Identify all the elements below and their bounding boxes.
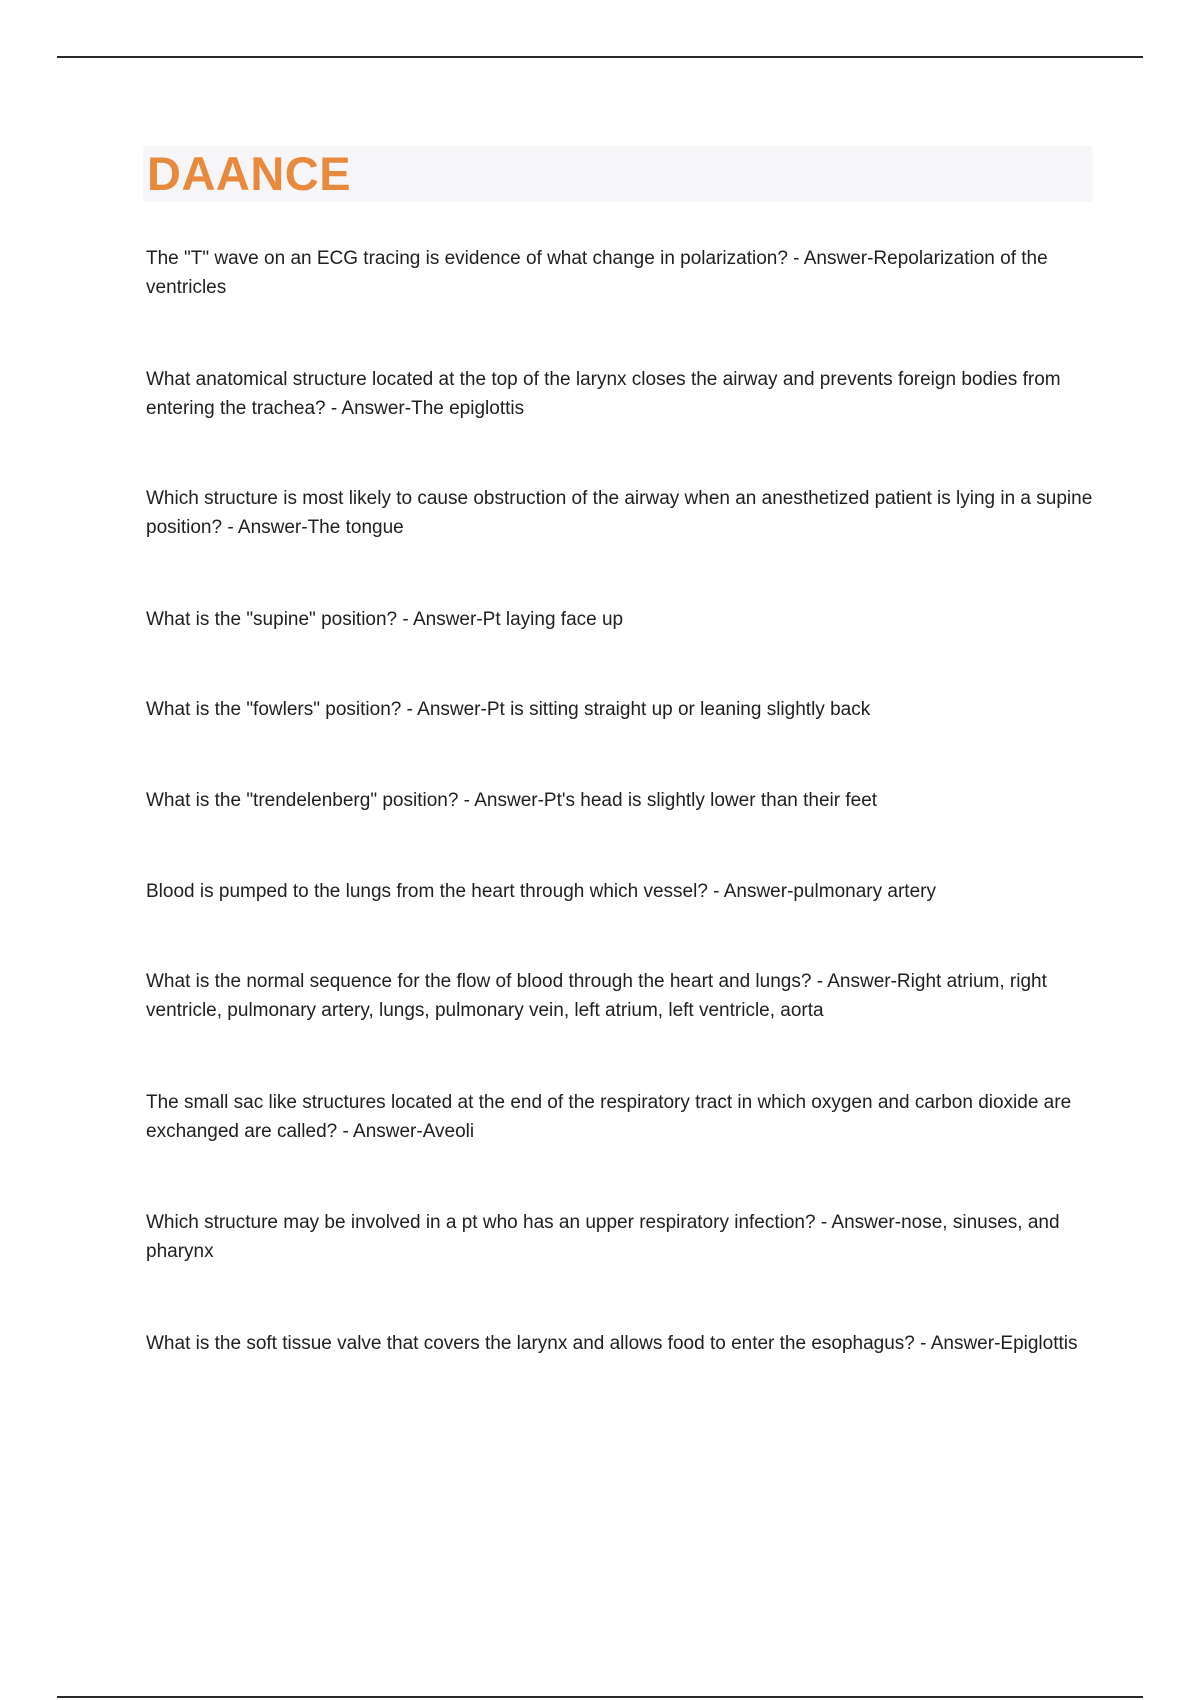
qa-item-5: What is the "fowlers" position? - Answer-Pt is sitting straight up or leaning slightly back xyxy=(146,699,871,720)
title-band xyxy=(143,146,1093,202)
document-title: DAANCE xyxy=(147,147,352,200)
qa-item-7: Blood is pumped to the lungs from the heart through which vessel? - Answer-pulmonary artery xyxy=(146,881,936,902)
qa-item-10: Which structure may be involved in a pt who has an upper respiratory infection? - Answer-nose, sinuses, and pharynx xyxy=(146,1212,1060,1262)
qa-item-1: The "T" wave on an ECG tracing is evidence of what change in polarization? - Answer-Repolarization of the ventricles xyxy=(146,248,1048,298)
qa-item-8: What is the normal sequence for the flow of blood through the heart and lungs? - Answer-Right atrium, right ventricle, pulmonary artery, lungs, pulmonary vein, left atrium, left ventricle, aorta xyxy=(146,971,1047,1021)
qa-item-6: What is the "trendelenberg" position? - Answer-Pt's head is slightly lower than their feet xyxy=(146,790,878,811)
qa-item-4: What is the "supine" position? - Answer-Pt laying face up xyxy=(146,609,624,630)
qa-item-11: What is the soft tissue valve that covers the larynx and allows food to enter the esophagus? - Answer-Epiglottis xyxy=(146,1333,1078,1354)
qa-item-3: Which structure is most likely to cause obstruction of the airway when an anesthetized patient is lying in a supine position? - Answer-The tongue xyxy=(146,488,1093,538)
qa-item-9: The small sac like structures located at the end of the respiratory tract in which oxygen and carbon dioxide are exchanged are called? - Answer-Aveoli xyxy=(146,1092,1072,1142)
top-divider xyxy=(57,56,1143,58)
bottom-divider xyxy=(57,1696,1143,1698)
qa-item-2: What anatomical structure located at the top of the larynx closes the airway and prevents foreign bodies from entering the trachea? - Answer-The epiglottis xyxy=(146,369,1061,419)
